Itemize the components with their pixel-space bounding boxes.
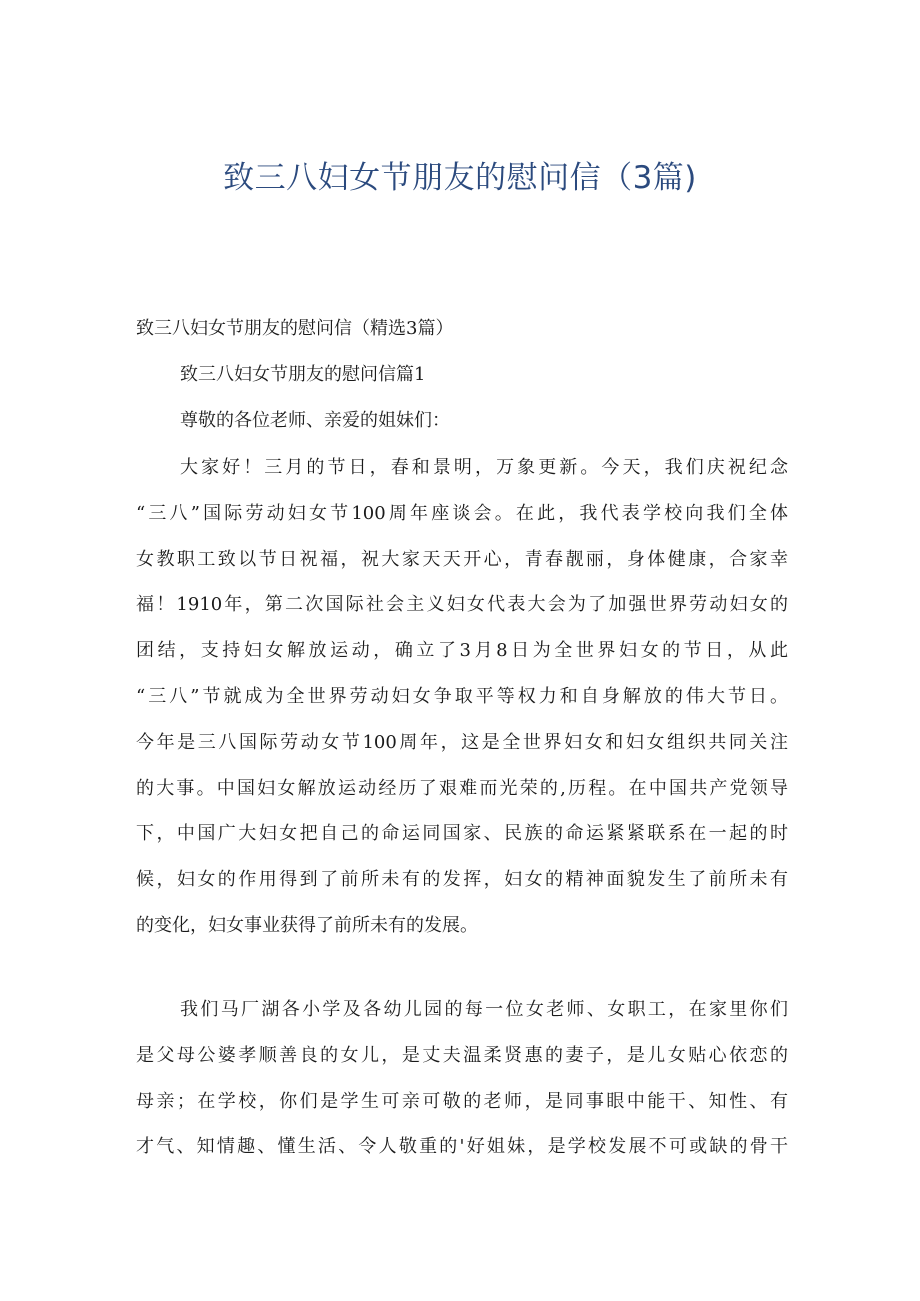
paragraph-line: 候，妇女的作用得到了前所未有的发挥，妇女的精神面貌发生了前所未有 [136,869,788,891]
paragraph-line: 我们马厂湖各小学及各幼儿园的每一位女老师、女职工，在家里你们 [180,999,788,1020]
paragraph-line: 才气、知情趣、懂生活、令人敬重的'好姐妹，是学校发展不可或缺的骨干 [136,1136,788,1158]
section-heading-text: 致三八妇女节朋友的慰问信篇1 [180,364,426,385]
paragraph-line: 福！1910年，第二次国际社会主义妇女代表大会为了加强世界劳动妇女的 [136,594,788,616]
paragraph-line: “三八”节就成为全世界劳动妇女争取平等权力和自身解放的伟大节日。 [136,685,788,707]
section-heading [136,352,788,398]
page-title: 致三八妇女节朋友的慰问信（3篇) [223,160,697,196]
paragraph-line: 大家好！三月的节日，春和景明，万象更新。今天，我们庆祝纪念 [180,457,788,478]
paragraph-line: 是父母公婆孝顺善良的女儿，是丈夫温柔贤惠的妻子，是儿女贴心依恋的 [136,1044,788,1066]
paragraph-2 [136,987,788,1170]
paragraph-line: 的大事。中国妇女解放运动经历了艰难而光荣的,历程。在中国共产党领导 [136,777,788,799]
paragraph-line: “三八”国际劳动妇女节100周年座谈会。在此，我代表学校向我们全体 [136,502,788,524]
paragraph-line: 的变化，妇女事业获得了前所未有的发展。 [136,914,478,936]
subtitle-text: 致三八妇女节朋友的慰问信（精选3篇） [136,318,454,339]
paragraph-1 [136,445,788,949]
salutation-text: 尊敬的各位老师、亲爱的姐妹们： [180,410,450,431]
document-subtitle [136,306,788,352]
salutation [136,398,788,444]
paragraph-line: 今年是三八国际劳动女节100周年，这是全世界妇女和妇女组织共同关注 [136,731,788,753]
paragraph-line: 女教职工致以节日祝福，祝大家天天开心，青春靓丽，身体健康，合家幸 [136,548,788,570]
paragraph-line: 团结，支持妇女解放运动，确立了3月8日为全世界妇女的节日，从此 [136,640,788,662]
paragraph-line: 下，中国广大妇女把自己的命运同国家、民族的命运紧紧联系在一起的时 [136,823,788,845]
paragraph-line: 母亲；在学校，你们是学生可亲可敬的老师，是同事眼中能干、知性、有 [136,1090,788,1112]
